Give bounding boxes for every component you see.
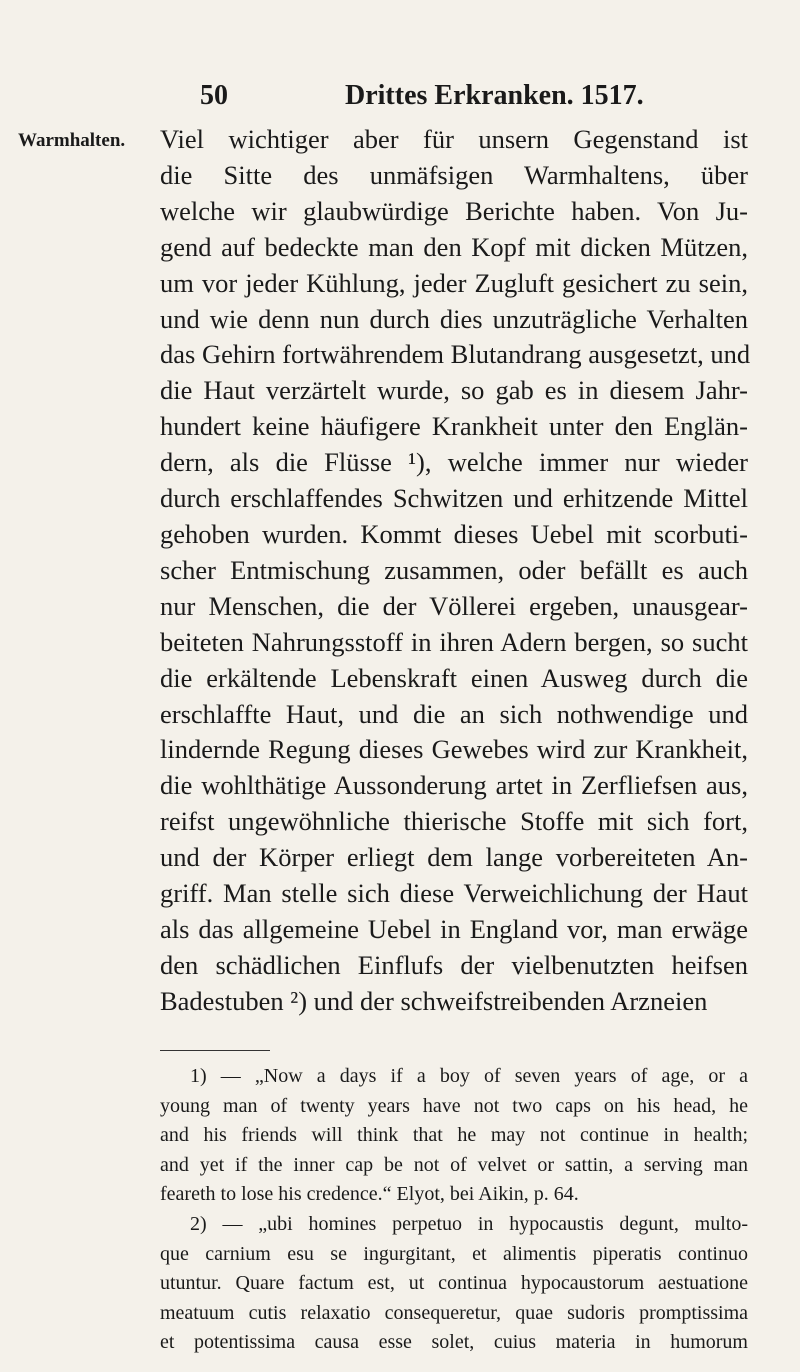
body-line: hundert keine häufigere Krankheit unter den Englän- [160,411,748,442]
body-line: scher Entmischung zusammen, oder befällt es auch [160,554,748,585]
body-line: lindernde Regung dieses Gewebes wird zur Krankheit, [160,734,748,765]
footnote-line: and yet if the inner cap be not of velvet or sattin, a serving man [160,1153,748,1176]
body-line: die erkältende Lebenskraft einen Ausweg durch die [160,662,748,693]
body-line: als das allgemeine Uebel in England vor, man erwäge [160,913,748,944]
body-line: reifst ungewöhnliche thierische Stoffe mit sich fort, [160,806,748,837]
marginal-note: Warmhalten. [18,130,126,151]
body-line: nur Menschen, die der Völlerei ergeben, unausgear- [160,590,748,621]
footnote-line: meatuum cutis relaxatio consequeretur, quae sudoris promptissima [160,1301,748,1324]
footnote-divider [160,1050,270,1051]
body-line: griff. Man stelle sich diese Verweichlichung der Haut [160,878,748,909]
body-line: Badestuben ²) und der schweifstreibenden Arzneien [160,985,708,1016]
body-line: um vor jeder Kühlung, jeder Zugluft gesichert zu sein, [160,267,748,298]
body-line: die Haut verzärtelt wurde, so gab es in diesem Jahr- [160,375,748,406]
body-text [160,122,751,1020]
body-line: gend auf bedeckte man den Kopf mit dicken Mützen, [160,231,748,262]
footnote-line: et potentissima causa esse solet, cuius materia in humorum [160,1331,748,1354]
body-line: das Gehirn fortwährendem Blutandrang ausgesetzt, und [160,339,751,370]
body-line: beiteten Nahrungsstoff in ihren Adern bergen, so sucht [160,626,748,657]
body-line: den schädlichen Einflufs der vielbenutzten heifsen [160,949,748,980]
body-line: und wie denn nun durch dies unzuträgliche Verhalten [160,303,748,334]
running-title: Drittes Erkranken. 1517. [345,80,644,111]
body-line: die Sitte des unmäfsigen Warmhaltens, über [160,159,748,190]
body-line: welche wir glaubwürdige Berichte haben. Von Ju- [160,195,748,226]
body-line: gehoben wurden. Kommt dieses Uebel mit scorbuti- [160,518,748,549]
footnote-line: young man of twenty years have not two caps on his head, he [160,1094,748,1117]
body-line: durch erschlaffendes Schwitzen und erhitzende Mittel [160,483,748,514]
footnotes [160,1062,748,1358]
page-number: 50 [200,80,228,111]
footnote-line: feareth to lose his credence.“ Elyot, bei Aikin, p. 64. [160,1183,579,1206]
footnote-line: and his friends will think that he may not continue in health; [160,1124,748,1147]
footnote-line: utuntur. Quare factum est, ut continua hypocaustorum aestuatione [160,1272,748,1295]
footnote-line: 1) — „Now a days if a boy of seven years of age, or a [190,1065,748,1087]
body-line: und der Körper erliegt dem lange vorbereiteten An- [160,842,748,873]
footnote-line: 2) — „ubi homines perpetuo in hypocaustis degunt, multo- [190,1212,748,1235]
footnote-line: que carnium esu se ingurgitant, et alimentis piperatis continuo [160,1242,748,1265]
body-line: die wohlthätige Aussonderung artet in Zerfliefsen aus, [160,770,748,801]
body-line: dern, als die Flüsse ¹), welche immer nur wieder [160,447,748,478]
body-line: erschlaffte Haut, und die an sich nothwendige und [160,698,748,729]
body-line: Viel wichtiger aber für unsern Gegenstand ist [160,124,748,154]
